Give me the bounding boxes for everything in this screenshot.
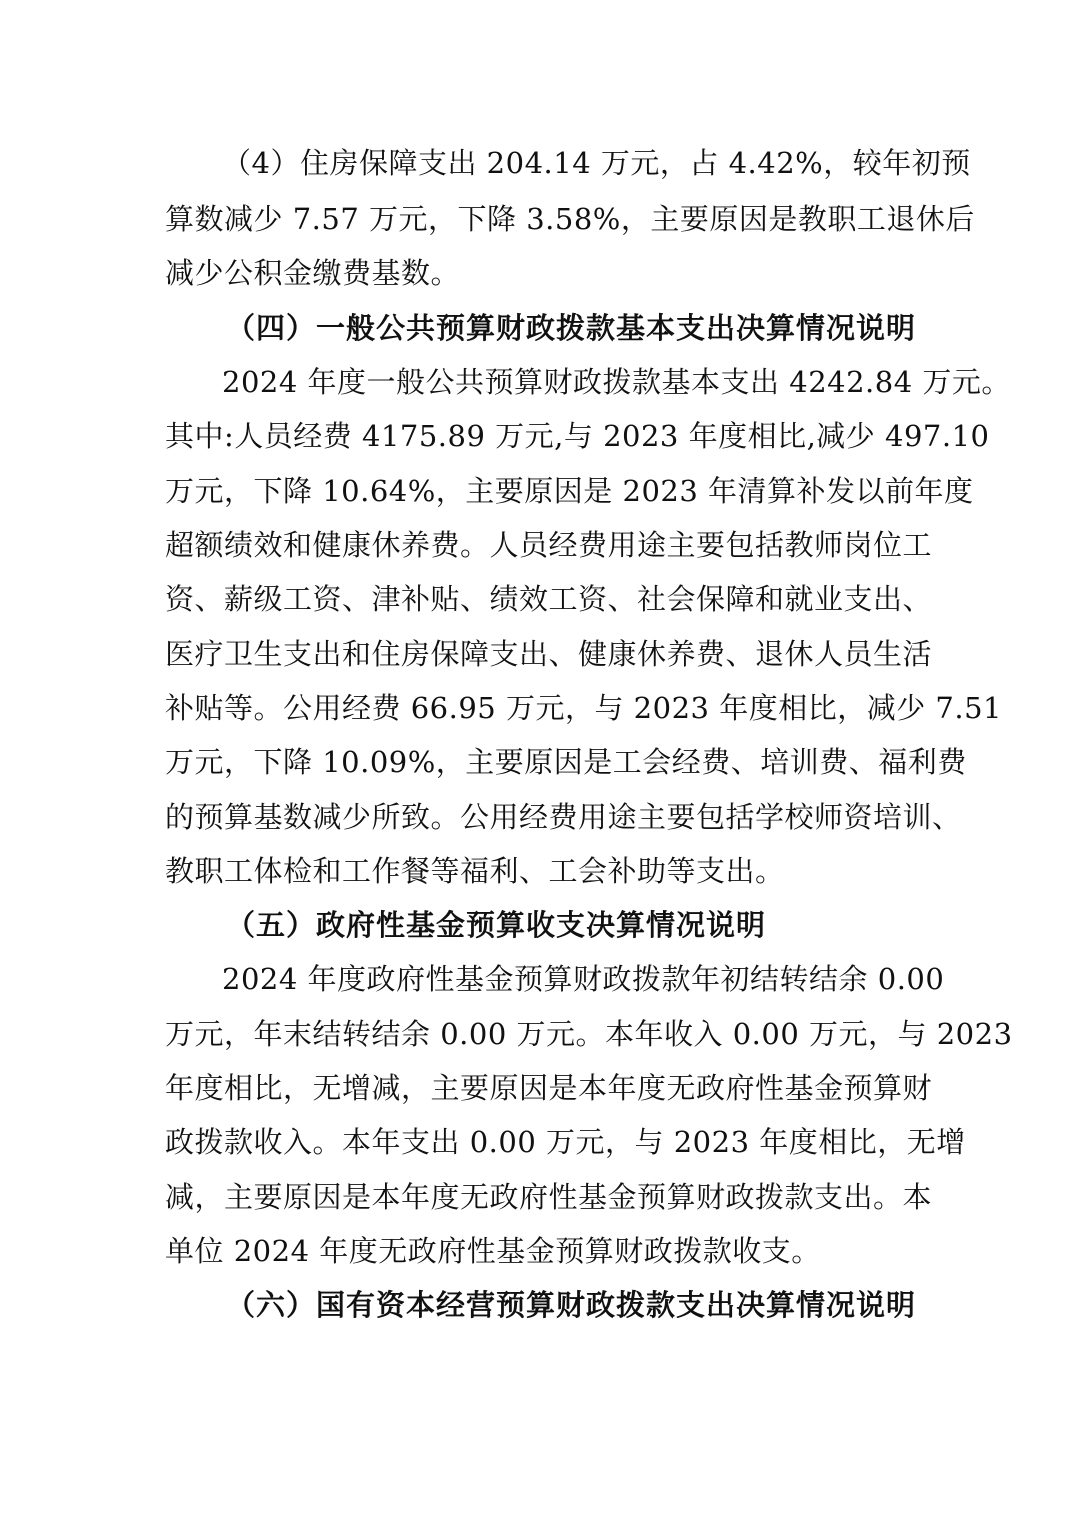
paragraph-line: （4）住房保障支出 204.14 万元，占 4.42%，较年初预 bbox=[222, 146, 971, 180]
section-heading-6: （六）国有资本经营预算财政拨款支出决算情况说明 bbox=[226, 1288, 917, 1322]
paragraph-line: 万元，年末结转结余 0.00 万元。本年收入 0.00 万元，与 2023 bbox=[165, 1017, 1013, 1051]
paragraph-line: 补贴等。公用经费 66.95 万元，与 2023 年度相比，减少 7.51 bbox=[165, 691, 1002, 725]
section-heading-4: （四）一般公共预算财政拨款基本支出决算情况说明 bbox=[226, 311, 917, 345]
paragraph-line: 算数减少 7.57 万元，下降 3.58%，主要原因是教职工退休后 bbox=[165, 202, 975, 236]
paragraph-line: 政拨款收入。本年支出 0.00 万元，与 2023 年度相比，无增 bbox=[165, 1125, 966, 1159]
paragraph-line: 资、薪级工资、津补贴、绩效工资、社会保障和就业支出、 bbox=[165, 582, 933, 616]
paragraph-line: 单位 2024 年度无政府性基金预算财政拨款收支。 bbox=[165, 1234, 821, 1268]
paragraph-line: 万元，下降 10.64%，主要原因是 2023 年清算补发以前年度 bbox=[165, 474, 974, 508]
paragraph-line: 的预算基数减少所致。公用经费用途主要包括学校师资培训、 bbox=[165, 800, 962, 834]
paragraph-line: 医疗卫生支出和住房保障支出、健康休养费、退休人员生活 bbox=[165, 637, 933, 671]
paragraph-line: 超额绩效和健康休养费。人员经费用途主要包括教师岗位工 bbox=[165, 528, 933, 562]
paragraph-line: 2024 年度政府性基金预算财政拨款年初结转结余 0.00 bbox=[222, 962, 945, 996]
paragraph-line: 减少公积金缴费基数。 bbox=[165, 256, 461, 290]
paragraph-line: 年度相比，无增减，主要原因是本年度无政府性基金预算财 bbox=[165, 1071, 933, 1105]
paragraph-line: 减，主要原因是本年度无政府性基金预算财政拨款支出。本 bbox=[165, 1180, 933, 1214]
section-heading-5: （五）政府性基金预算收支决算情况说明 bbox=[226, 908, 767, 942]
paragraph-line: 教职工体检和工作餐等福利、工会补助等支出。 bbox=[165, 854, 785, 888]
paragraph-line: 其中:人员经费 4175.89 万元,与 2023 年度相比,减少 497.10 bbox=[165, 419, 990, 453]
paragraph-line: 万元，下降 10.09%，主要原因是工会经费、培训费、福利费 bbox=[165, 745, 967, 779]
paragraph-line: 2024 年度一般公共预算财政拨款基本支出 4242.84 万元。 bbox=[222, 365, 1011, 399]
